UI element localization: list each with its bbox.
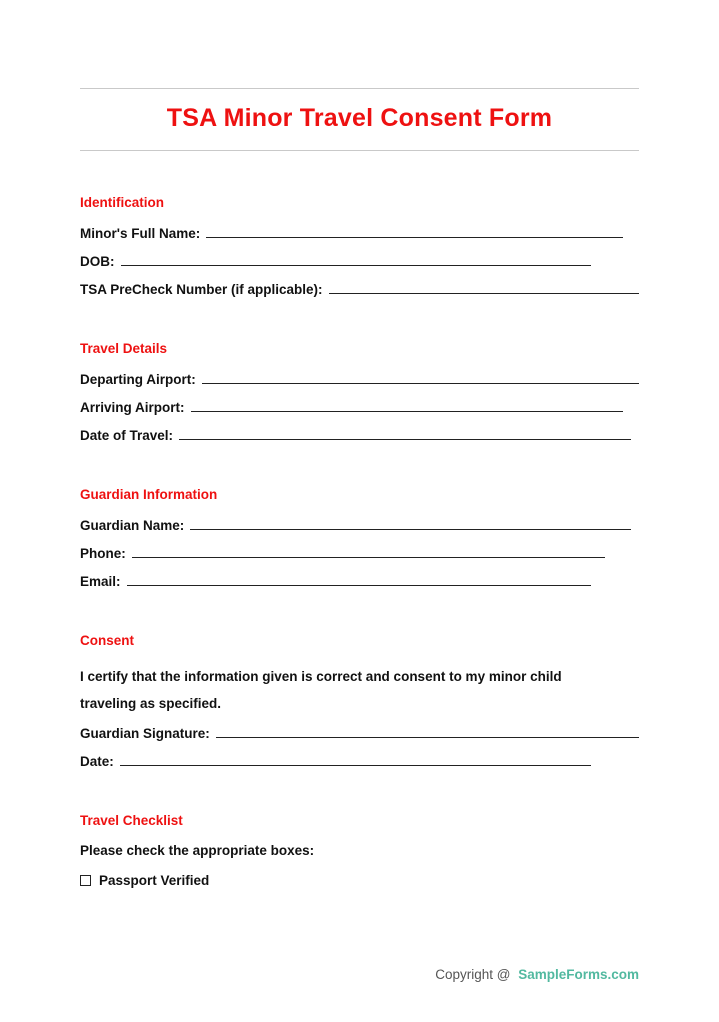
guardian-name-label: Guardian Name:: [80, 518, 185, 533]
page-title: TSA Minor Travel Consent Form: [166, 104, 553, 132]
section-identification: [80, 195, 639, 297]
email-line: [127, 585, 591, 586]
field-email: [80, 573, 639, 589]
precheck-number-label: TSA PreCheck Number (if applicable):: [80, 282, 323, 297]
checkbox-icon[interactable]: [80, 875, 91, 886]
departing-airport-label: Departing Airport:: [80, 372, 196, 387]
footer-copyright-text: Copyright @: [435, 967, 511, 982]
minor-full-name-line: [206, 237, 623, 238]
phone-label: Phone:: [80, 546, 126, 561]
guardian-signature-line: [216, 737, 639, 738]
minor-full-name-label: Minor's Full Name:: [80, 226, 201, 241]
footer: [435, 967, 639, 982]
section-travel-details: [80, 341, 639, 443]
checklist-instruction: Please check the appropriate boxes:: [80, 843, 315, 858]
arriving-airport-label: Arriving Airport:: [80, 400, 185, 415]
consent-date-line: [120, 765, 591, 766]
consent-date-label: Date:: [80, 754, 114, 769]
dob-label: DOB:: [80, 254, 115, 269]
field-arriving-airport: [80, 399, 639, 415]
precheck-number-line: [329, 293, 639, 294]
field-consent-date: [80, 753, 639, 769]
phone-line: [132, 557, 605, 558]
form-header: [80, 88, 639, 151]
arriving-airport-line: [191, 411, 624, 412]
field-guardian-signature: [80, 725, 639, 741]
field-guardian-name: [80, 517, 639, 533]
checklist-item-passport: [80, 873, 639, 888]
brand-link[interactable]: SampleForms.com: [518, 967, 639, 982]
section-heading-travel-details: Travel Details: [80, 341, 168, 356]
field-precheck-number: [80, 281, 639, 297]
section-heading-identification: Identification: [80, 195, 164, 210]
departing-airport-line: [202, 383, 639, 384]
field-dob: [80, 253, 639, 269]
section-heading-travel-checklist: Travel Checklist: [80, 813, 183, 828]
checklist-item-passport-label: Passport Verified: [99, 873, 210, 888]
field-date-of-travel: [80, 427, 639, 443]
guardian-signature-label: Guardian Signature:: [80, 726, 210, 741]
date-of-travel-label: Date of Travel:: [80, 428, 174, 443]
dob-line: [121, 265, 592, 266]
field-departing-airport: [80, 371, 639, 387]
field-phone: [80, 545, 639, 561]
date-of-travel-line: [179, 439, 631, 440]
section-travel-checklist: [80, 813, 639, 888]
section-guardian-information: [80, 487, 639, 589]
title-divider: [80, 150, 639, 151]
section-heading-consent: Consent: [80, 633, 134, 648]
email-label: Email:: [80, 574, 121, 589]
form-page: [0, 88, 719, 888]
field-minor-full-name: [80, 225, 639, 241]
section-heading-guardian-information: Guardian Information: [80, 487, 218, 502]
guardian-name-line: [190, 529, 631, 530]
consent-statement: I certify that the information given is correct and consent to my minor child traveling as specified.: [80, 669, 562, 711]
section-consent: [80, 633, 639, 769]
top-divider: [80, 88, 639, 89]
